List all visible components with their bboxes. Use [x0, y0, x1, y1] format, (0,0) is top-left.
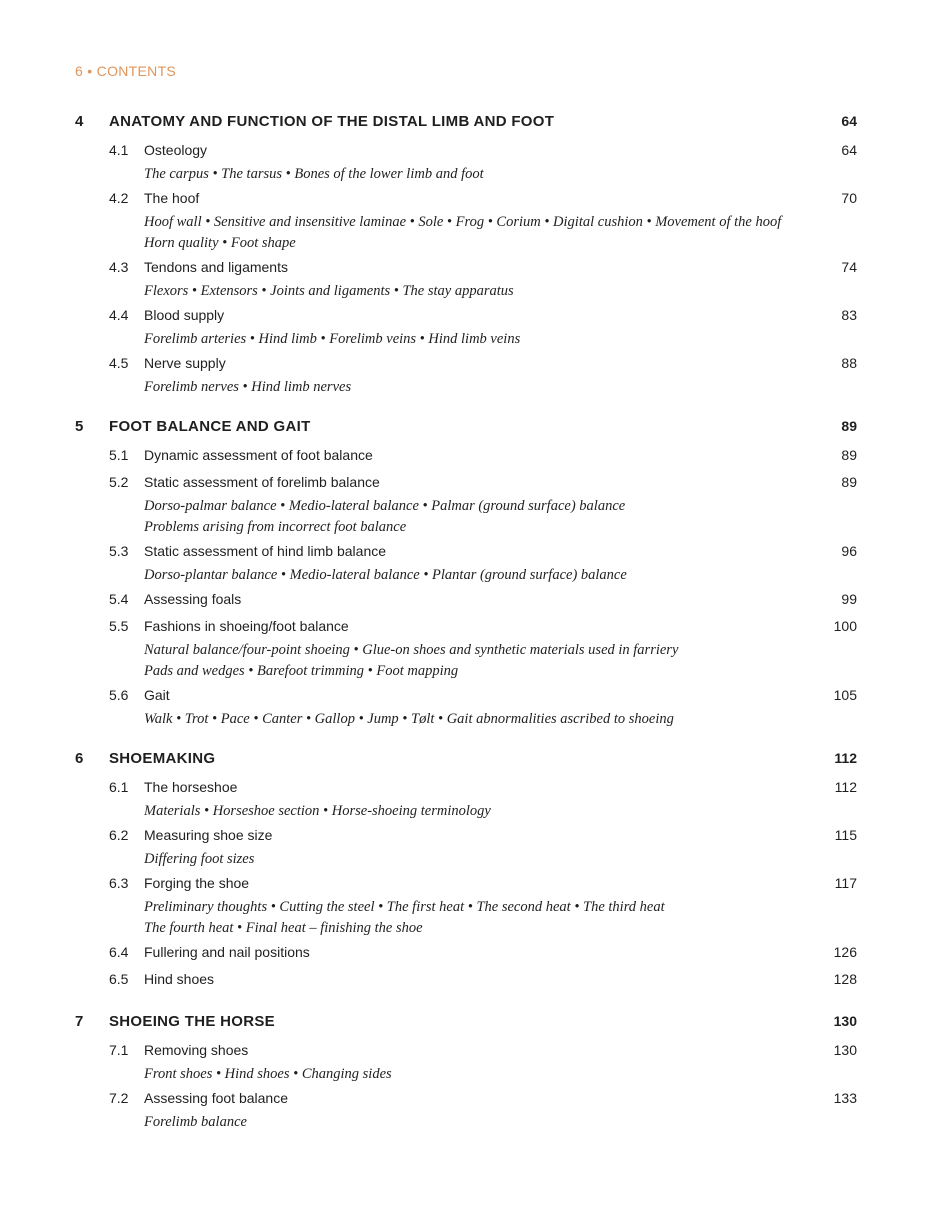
section-page-number: 70: [841, 190, 857, 206]
table-of-contents: [75, 113, 857, 1153]
section-page-number: 74: [841, 259, 857, 275]
section-title: The horseshoe: [144, 779, 238, 795]
section-number: 5.1: [109, 447, 129, 463]
section-page-number: 105: [833, 687, 857, 703]
chapter-title: SHOEMAKING: [109, 750, 216, 767]
section-page-number: 112: [834, 779, 857, 795]
section-heading[interactable]: [75, 447, 857, 469]
section-page-number: 130: [833, 1042, 857, 1058]
section-title: The hoof: [144, 190, 200, 206]
subtopics-line: Differing foot sizes: [144, 851, 255, 867]
chapter-title: ANATOMY AND FUNCTION OF THE DISTAL LIMB AND FOOT: [109, 113, 555, 130]
chapter-page-number: 64: [841, 113, 857, 129]
section-number: 5.6: [109, 687, 129, 703]
section-heading[interactable]: [75, 307, 857, 329]
section-title: Gait: [144, 687, 170, 703]
section-title: Removing shoes: [144, 1042, 249, 1058]
section-number: 4.2: [109, 190, 129, 206]
section-heading[interactable]: [75, 944, 857, 966]
section-heading[interactable]: [75, 687, 857, 709]
section-heading[interactable]: [75, 190, 857, 212]
chapter-heading[interactable]: [75, 418, 857, 440]
section-title: Dynamic assessment of foot balance: [144, 447, 373, 463]
subtopics-line: Horn quality • Foot shape: [144, 235, 296, 251]
section-heading[interactable]: [75, 543, 857, 565]
section-entry: [75, 190, 857, 254]
section-title: Nerve supply: [144, 355, 226, 371]
section-number: 7.1: [109, 1042, 129, 1058]
section-number: 4.4: [109, 307, 129, 323]
section-number: 5.4: [109, 591, 129, 607]
subtopics-line: Problems arising from incorrect foot balance: [144, 519, 407, 535]
section-entry: [75, 1042, 857, 1085]
section-entry: [75, 307, 857, 350]
subtopics-line: Walk • Trot • Pace • Canter • Gallop • Jump • Tølt • Gait abnormalities ascribed to shoeing: [144, 711, 674, 727]
section-entry: [75, 142, 857, 185]
section-heading[interactable]: [75, 827, 857, 849]
section-entry: [75, 474, 857, 538]
section-number: 4.3: [109, 259, 129, 275]
section-entry: [75, 447, 857, 469]
chapter-heading[interactable]: [75, 1013, 857, 1035]
section-entry: [75, 779, 857, 822]
chapter: [75, 418, 857, 730]
chapter-page-number: 130: [833, 1013, 857, 1029]
chapter: [75, 750, 857, 993]
section-entry: [75, 687, 857, 730]
section-heading[interactable]: [75, 259, 857, 281]
section-heading[interactable]: [75, 618, 857, 640]
subtopics-line: Front shoes • Hind shoes • Changing sides: [144, 1066, 392, 1082]
subtopics-line: Dorso-palmar balance • Medio-lateral balance • Palmar (ground surface) balance: [144, 498, 626, 514]
section-title: Assessing foot balance: [144, 1090, 288, 1106]
subtopics-line: Dorso-plantar balance • Medio-lateral balance • Plantar (ground surface) balance: [144, 567, 627, 583]
section-entry: [75, 543, 857, 586]
section-number: 5.3: [109, 543, 129, 559]
section-title: Osteology: [144, 142, 208, 158]
chapter-title: SHOEING THE HORSE: [109, 1013, 275, 1030]
section-entry: [75, 1090, 857, 1133]
section-entry: [75, 827, 857, 870]
section-heading[interactable]: [75, 142, 857, 164]
section-number: 7.2: [109, 1090, 129, 1106]
section-page-number: 117: [834, 875, 857, 891]
subtopics-line: Flexors • Extensors • Joints and ligaments • The stay apparatus: [144, 283, 514, 299]
chapter: [75, 1013, 857, 1133]
section-number: 5.5: [109, 618, 129, 634]
section-page-number: 115: [834, 827, 857, 843]
section-page-number: 96: [841, 543, 857, 559]
chapter-title: FOOT BALANCE AND GAIT: [109, 418, 311, 435]
chapter-number: 6: [75, 750, 84, 767]
section-heading[interactable]: [75, 971, 857, 993]
chapter-page-number: 112: [834, 750, 857, 766]
section-number: 6.5: [109, 971, 129, 987]
section-number: 6.2: [109, 827, 129, 843]
subtopics-line: The fourth heat • Final heat – finishing the shoe: [144, 920, 423, 936]
chapter-number: 5: [75, 418, 84, 435]
section-entry: [75, 875, 857, 939]
section-number: 6.4: [109, 944, 129, 960]
section-heading[interactable]: [75, 1090, 857, 1112]
section-heading[interactable]: [75, 591, 857, 613]
running-head: 6 • CONTENTS: [75, 63, 177, 79]
section-entry: [75, 259, 857, 302]
section-heading[interactable]: [75, 355, 857, 377]
section-entry: [75, 591, 857, 613]
section-title: Assessing foals: [144, 591, 242, 607]
subtopics-line: Hoof wall • Sensitive and insensitive laminae • Sole • Frog • Corium • Digital cushion • Movement of the hoof: [144, 214, 782, 230]
section-title: Forging the shoe: [144, 875, 250, 891]
subtopics-line: The carpus • The tarsus • Bones of the lower limb and foot: [144, 166, 484, 182]
section-number: 6.3: [109, 875, 129, 891]
section-page-number: 99: [841, 591, 857, 607]
subtopics-line: Forelimb nerves • Hind limb nerves: [144, 379, 352, 395]
section-page-number: 83: [841, 307, 857, 323]
section-number: 5.2: [109, 474, 129, 490]
chapter-page-number: 89: [841, 418, 857, 434]
subtopics-line: Preliminary thoughts • Cutting the steel • The first heat • The second heat • The third heat: [144, 899, 665, 915]
section-title: Static assessment of hind limb balance: [144, 543, 387, 559]
section-page-number: 89: [841, 474, 857, 490]
section-heading[interactable]: [75, 474, 857, 496]
subtopics-line: Natural balance/four-point shoeing • Glue-on shoes and synthetic materials used in farriery: [144, 642, 679, 658]
subtopics-line: Forelimb balance: [144, 1114, 247, 1130]
section-title: Fullering and nail positions: [144, 944, 310, 960]
subtopics-line: Pads and wedges • Barefoot trimming • Foot mapping: [144, 663, 459, 679]
section-page-number: 64: [841, 142, 857, 158]
section-entry: [75, 944, 857, 966]
subtopics-line: Forelimb arteries • Hind limb • Forelimb veins • Hind limb veins: [144, 331, 521, 347]
section-heading[interactable]: [75, 875, 857, 897]
section-page-number: 100: [833, 618, 857, 634]
section-entry: [75, 355, 857, 398]
chapter-number: 7: [75, 1013, 84, 1030]
section-number: 4.1: [109, 142, 129, 158]
chapter: [75, 113, 857, 398]
section-title: Blood supply: [144, 307, 225, 323]
subtopics-line: Materials • Horseshoe section • Horse-shoeing terminology: [144, 803, 491, 819]
section-number: 4.5: [109, 355, 129, 371]
chapter-heading[interactable]: [75, 113, 857, 135]
section-title: Static assessment of forelimb balance: [144, 474, 380, 490]
section-number: 6.1: [109, 779, 129, 795]
section-heading[interactable]: [75, 779, 857, 801]
chapter-heading[interactable]: [75, 750, 857, 772]
section-page-number: 128: [833, 971, 857, 987]
section-title: Measuring shoe size: [144, 827, 273, 843]
section-page-number: 126: [833, 944, 857, 960]
section-page-number: 89: [841, 447, 857, 463]
section-title: Hind shoes: [144, 971, 215, 987]
section-entry: [75, 971, 857, 993]
section-page-number: 88: [841, 355, 857, 371]
chapter-number: 4: [75, 113, 84, 130]
section-title: Tendons and ligaments: [144, 259, 288, 275]
section-page-number: 133: [833, 1090, 857, 1106]
section-entry: [75, 618, 857, 682]
section-heading[interactable]: [75, 1042, 857, 1064]
section-title: Fashions in shoeing/foot balance: [144, 618, 349, 634]
